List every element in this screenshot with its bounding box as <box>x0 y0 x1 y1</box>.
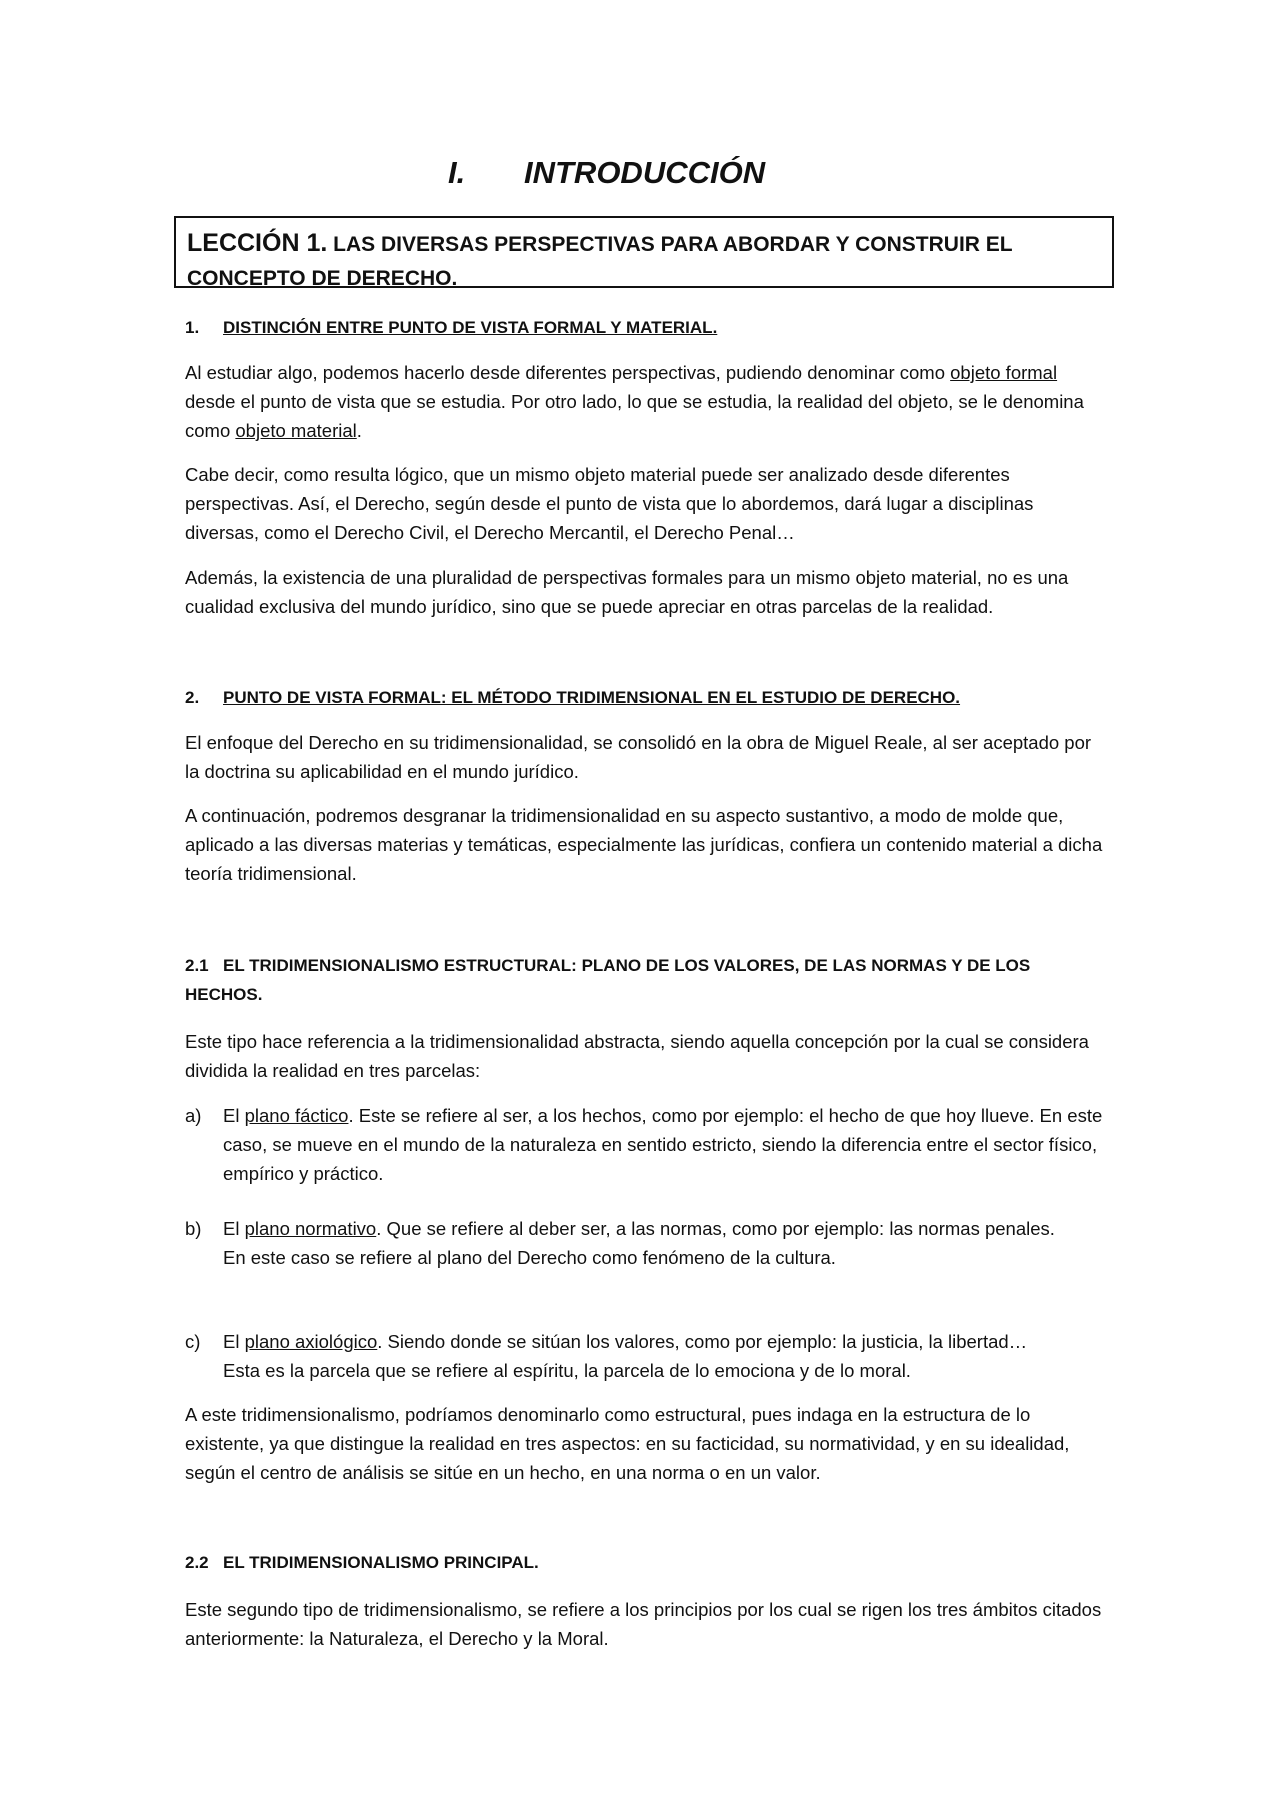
section-2-2-title: EL TRIDIMENSIONALISMO PRINCIPAL. <box>223 1553 539 1572</box>
lesson-title-1: LAS DIVERSAS PERSPECTIVAS PARA ABORDAR Y CONSTRUIR EL <box>333 233 1013 256</box>
section-1-number: 1. <box>185 318 200 337</box>
term-objeto-formal: objeto formal <box>950 362 1058 383</box>
lesson-number: LECCIÓN 1. <box>187 229 328 257</box>
term-objeto-material: objeto material <box>235 420 357 441</box>
section-2-1-number: 2.1 <box>185 956 209 975</box>
section-2-title: PUNTO DE VISTA FORMAL: EL MÉTODO TRIDIMENSIONAL EN EL ESTUDIO DE DERECHO. <box>223 688 961 707</box>
list-item-b-extra: En este caso se refiere al plano del Derecho como fenómeno de la cultura. <box>223 1247 836 1268</box>
lesson-heading-line-1 <box>187 226 1102 262</box>
list-item-b: b) El plano normativo. Que se refiere al deber ser, a las normas, como por ejemplo: las normas penales. En este caso se refiere al plano del Derecho como fenómeno de la cultura. <box>185 1214 1105 1272</box>
section-2-heading <box>185 684 960 712</box>
term-plano-factico: plano fáctico <box>244 1105 349 1126</box>
section-1-title: DISTINCIÓN ENTRE PUNTO DE VISTA FORMAL Y MATERIAL. <box>223 318 718 337</box>
term-plano-normativo: plano normativo <box>244 1218 377 1239</box>
section-2-1-paragraph-2: A este tridimensionalismo, podríamos denominarlo como estructural, pues indaga en la estructura de lo existente, ya que distingue la realidad en tres aspectos: en su facticidad, su normatividad, y en su idealidad, según el centro de análisis se sitúe en un hecho, en una norma o en un valor. <box>185 1404 1070 1483</box>
section-2-1-heading <box>185 951 1085 1009</box>
chapter-title-text: INTRODUCCIÓN <box>524 155 766 190</box>
lesson-title-2: CONCEPTO DE DERECHO. <box>187 267 458 290</box>
section-2-1-title: EL TRIDIMENSIONALISMO ESTRUCTURAL: PLANO DE LOS VALORES, DE LAS NORMAS Y DE LOS HECHOS. <box>185 956 1031 1004</box>
section-1-heading <box>185 314 717 342</box>
list-item-c-label: c) <box>185 1331 201 1352</box>
lesson-heading-box <box>174 216 1114 288</box>
list-item-c-extra: Esta es la parcela que se refiere al espíritu, la parcela de lo emociona y de lo moral. <box>223 1360 911 1381</box>
section-2-2-number: 2.2 <box>185 1553 209 1572</box>
section-2-paragraph-2: A continuación, podremos desgranar la tridimensionalidad en su aspecto sustantivo, a modo de molde que, aplicado a las diversas materias y temáticas, especialmente las jurídicas, confiera un contenido material a dicha teoría tridimensional. <box>185 805 1103 884</box>
section-2-1-paragraph-1: Este tipo hace referencia a la tridimensionalidad abstracta, siendo aquella concepción por la cual se considera dividida la realidad en tres parcelas: <box>185 1031 1089 1081</box>
section-2-number: 2. <box>185 688 200 707</box>
section-1-paragraph-3: Además, la existencia de una pluralidad de perspectivas formales para un mismo objeto material, no es una cualidad exclusiva del mundo jurídico, sino que se puede apreciar en otras parcelas de la realidad. <box>185 567 1069 617</box>
list-item-c: c) El plano axiológico. Siendo donde se sitúan los valores, como por ejemplo: la justicia, la libertad… Esta es la parcela que se refiere al espíritu, la parcela de lo emociona y de lo moral. <box>185 1327 1105 1385</box>
list-item-a: a) El plano fáctico. Este se refiere al ser, a los hechos, como por ejemplo: el hecho de que hoy llueve. En este caso, se mueve en el mundo de la naturaleza en sentido estricto, siendo la diferencia entre el sector físico, empírico y práctico. <box>185 1101 1105 1188</box>
term-plano-axiologico: plano axiológico <box>244 1331 378 1352</box>
section-2-2-heading <box>185 1549 539 1577</box>
chapter-numeral: I. <box>448 155 466 190</box>
section-1-paragraph-1: Al estudiar algo, podemos hacerlo desde diferentes perspectivas, pudiendo denominar como objeto formal desde el punto de vista que se estudia. Por otro lado, lo que se estudia, la realidad del objeto, se le denomina como objeto material. <box>185 362 1084 441</box>
list-item-b-label: b) <box>185 1218 202 1239</box>
section-2-2-paragraph-1: Este segundo tipo de tridimensionalismo, se refiere a los principios por los cual se rigen los tres ámbitos citados anteriormente: la Naturaleza, el Derecho y la Moral. <box>185 1599 1102 1649</box>
chapter-title <box>448 155 765 191</box>
section-2-paragraph-1: El enfoque del Derecho en su tridimensionalidad, se consolidó en la obra de Miguel Reale, al ser aceptado por la doctrina su aplicabilidad en el mundo jurídico. <box>185 732 1092 782</box>
list-item-a-label: a) <box>185 1105 202 1126</box>
section-1-paragraph-2: Cabe decir, como resulta lógico, que un mismo objeto material puede ser analizado desde diferentes perspectivas. Así, el Derecho, según desde el punto de vista que lo abordemos, dará lugar a disciplinas diversas, como el Derecho Civil, el Derecho Mercantil, el Derecho Penal… <box>185 464 1034 543</box>
